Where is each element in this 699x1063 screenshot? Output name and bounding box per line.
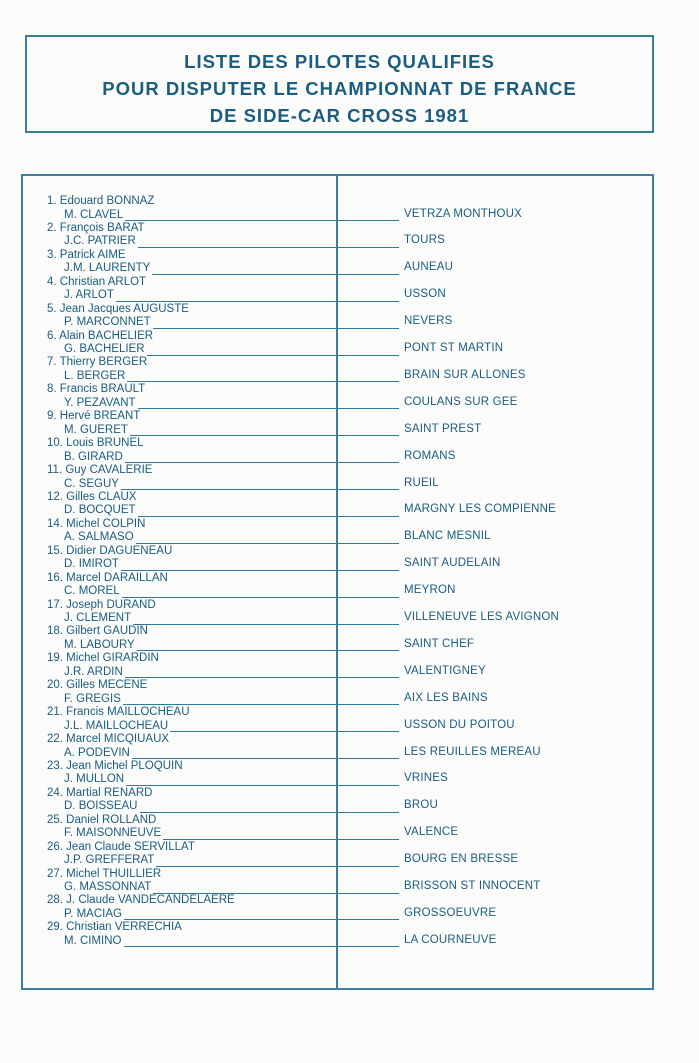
driver-name: 22. Marcel MICQIUAUX: [47, 733, 170, 745]
leader-line: [153, 328, 399, 329]
driver-name: 1. Edouard BONNAZ: [47, 195, 155, 207]
driver-name: 4. Christian ARLOT: [47, 275, 147, 288]
leader-line: [124, 946, 399, 947]
club-city: RUEIL: [404, 476, 439, 489]
club-city: USSON DU POITOU: [404, 718, 515, 731]
passenger-name: J.P. GREFFERAT: [64, 854, 155, 867]
passenger-name: J.M. LAURENTY: [64, 262, 151, 275]
passenger-name: D. BOCQUET: [64, 504, 136, 517]
leader-line: [152, 274, 399, 275]
club-city: LA COURNEUVE: [404, 933, 497, 946]
club-city: NEVERS: [404, 315, 453, 328]
club-city: VALENCE: [404, 826, 459, 839]
passenger-name: M. CIMINO: [64, 934, 122, 947]
leader-line: [127, 381, 399, 382]
driver-name: 24. Martial RENARD: [47, 786, 153, 799]
leader-line: [147, 355, 399, 356]
passenger-name: M. GUERET: [64, 423, 128, 436]
driver-name: 28. J. Claude VANDECANDELAERE: [47, 894, 235, 907]
club-city: VRINES: [404, 772, 449, 785]
passenger-name: C. MOREL: [64, 585, 120, 598]
passenger-name: G. MASSONNAT: [64, 881, 152, 893]
title-line-3: DE SIDE-CAR CROSS 1981: [209, 105, 470, 126]
club-city: VALENTIGNEY: [404, 664, 486, 677]
driver-name: 5. Jean Jacques AUGUSTE: [47, 302, 189, 315]
club-city: LES REUILLES MEREAU: [404, 745, 541, 758]
leader-line: [137, 650, 399, 651]
title-box: [25, 35, 654, 133]
club-city: MEYRON: [404, 584, 456, 597]
passenger-name: P. MARCONNET: [64, 316, 151, 329]
leader-line: [122, 597, 399, 598]
driver-name: 17. Joseph DURAND: [47, 598, 156, 611]
driver-name: 18. Gilbert GAUDIN: [47, 625, 148, 638]
driver-name: 26. Jean Claude SERVILLAT: [47, 840, 195, 853]
driver-name: 15. Didier DAGUENEAU: [47, 544, 173, 557]
passenger-name: A. PODEVIN: [64, 746, 130, 759]
passenger-name: D. BOISSEAU: [64, 800, 138, 813]
club-city: BROU: [404, 799, 439, 812]
passenger-name: C. SEGUY: [64, 477, 119, 490]
driver-name: 11. Guy CAVALERIE: [47, 464, 153, 476]
passenger-name: J. MULLON: [64, 773, 125, 786]
leader-line: [116, 301, 399, 302]
passenger-name: J. ARLOT: [64, 289, 114, 302]
club-city: SAINT CHEF: [404, 637, 475, 650]
leader-line: [136, 543, 399, 544]
club-city: BRISSON ST INNOCENT: [404, 880, 541, 892]
passenger-name: P. MACIAG: [64, 907, 122, 920]
leader-line: [138, 247, 399, 248]
pilot-list-table: [21, 174, 654, 990]
club-city: VETRZA MONTHOUX: [404, 207, 523, 220]
driver-name: 25. Daniel ROLLAND: [47, 813, 157, 826]
club-city: BOURG EN BRESSE: [404, 853, 519, 866]
club-city: SAINT AUDELAIN: [404, 557, 501, 570]
pilot-rows: [23, 176, 652, 988]
driver-name: 8. Francis BRAULT: [47, 383, 146, 396]
leader-line: [140, 812, 399, 813]
leader-line: [125, 462, 399, 463]
passenger-name: D. IMIROT: [64, 558, 119, 571]
club-city: BLANC MESNIL: [404, 530, 491, 543]
leader-line: [130, 435, 399, 436]
leader-line: [125, 677, 399, 678]
driver-name: 6. Alain BACHELIER: [47, 329, 154, 342]
leader-line: [153, 893, 399, 894]
club-city: COULANS SUR GEE: [404, 395, 518, 408]
driver-name: 14. Michel COLPIN: [47, 517, 146, 530]
passenger-name: J.L. MAILLOCHEAU: [64, 719, 169, 732]
club-city: SAINT PREST: [404, 422, 482, 435]
driver-name: 29. Christian VERRECHIA: [47, 921, 182, 934]
passenger-name: J. CLEMENT: [64, 612, 132, 624]
leader-line: [121, 570, 399, 571]
leader-line: [123, 704, 399, 705]
leader-line: [124, 919, 399, 920]
driver-name: 16. Marcel DARAILLAN: [47, 571, 168, 584]
passenger-name: F. MAISONNEUVE: [64, 827, 162, 840]
driver-name: 23. Jean Michel PLOQUIN: [47, 759, 183, 772]
leader-line: [132, 758, 399, 759]
passenger-name: F. GREGIS: [64, 692, 121, 705]
leader-line: [138, 516, 399, 517]
driver-name: 10. Louis BRUNEL: [47, 437, 144, 450]
club-city: MARGNY LES COMPIENNE: [404, 503, 557, 516]
leader-line: [133, 624, 399, 625]
driver-name: 3. Patrick AIME: [47, 248, 126, 261]
club-city: AUNEAU: [404, 261, 454, 274]
title-line-1: LISTE DES PILOTES QUALIFIES: [184, 51, 495, 72]
driver-name: 21. Francis MAILLOCHEAU: [47, 706, 190, 719]
driver-name: 19. Michel GIRARDIN: [47, 652, 159, 665]
leader-line: [138, 408, 399, 409]
passenger-name: J.R. ARDIN: [64, 665, 123, 678]
club-city: TOURS: [404, 234, 446, 247]
leader-line: [125, 220, 399, 221]
passenger-name: Y. PEZAVANT: [64, 396, 136, 409]
title-line-2: POUR DISPUTER LE CHAMPIONNAT DE FRANCE: [102, 78, 577, 99]
passenger-name: M. LABOURY: [64, 638, 135, 651]
club-city: USSON: [404, 288, 446, 301]
passenger-name: G. BACHELIER: [64, 343, 145, 355]
leader-line: [163, 839, 399, 840]
club-city: ROMANS: [404, 449, 456, 462]
club-city: PONT ST MARTIN: [404, 342, 504, 354]
passenger-name: M. CLAVEL: [64, 208, 124, 221]
driver-name: 7. Thierry BERGER: [47, 356, 148, 369]
driver-name: 9. Hervé BREANT: [47, 410, 141, 423]
club-city: BRAIN SUR ALLONES: [404, 368, 526, 381]
club-city: VILLENEUVE LES AVIGNON: [404, 611, 560, 623]
driver-name: 2. François BARAT: [47, 221, 145, 234]
driver-name: 12. Gilles CLAUX: [47, 490, 137, 503]
leader-line: [126, 785, 399, 786]
club-city: GROSSOEUVRE: [404, 906, 497, 919]
leader-line: [121, 489, 399, 490]
driver-name: 27. Michel THUILLIER: [47, 867, 162, 880]
driver-name: 20. Gilles MECENE: [47, 679, 148, 692]
passenger-name: B. GIRARD: [64, 450, 123, 463]
leader-line: [156, 866, 399, 867]
club-city: AIX LES BAINS: [404, 691, 488, 704]
leader-line: [170, 731, 399, 732]
passenger-name: L. BERGER: [64, 369, 126, 382]
passenger-name: A. SALMASO: [64, 531, 134, 544]
passenger-name: J.C. PATRIER: [64, 235, 136, 248]
